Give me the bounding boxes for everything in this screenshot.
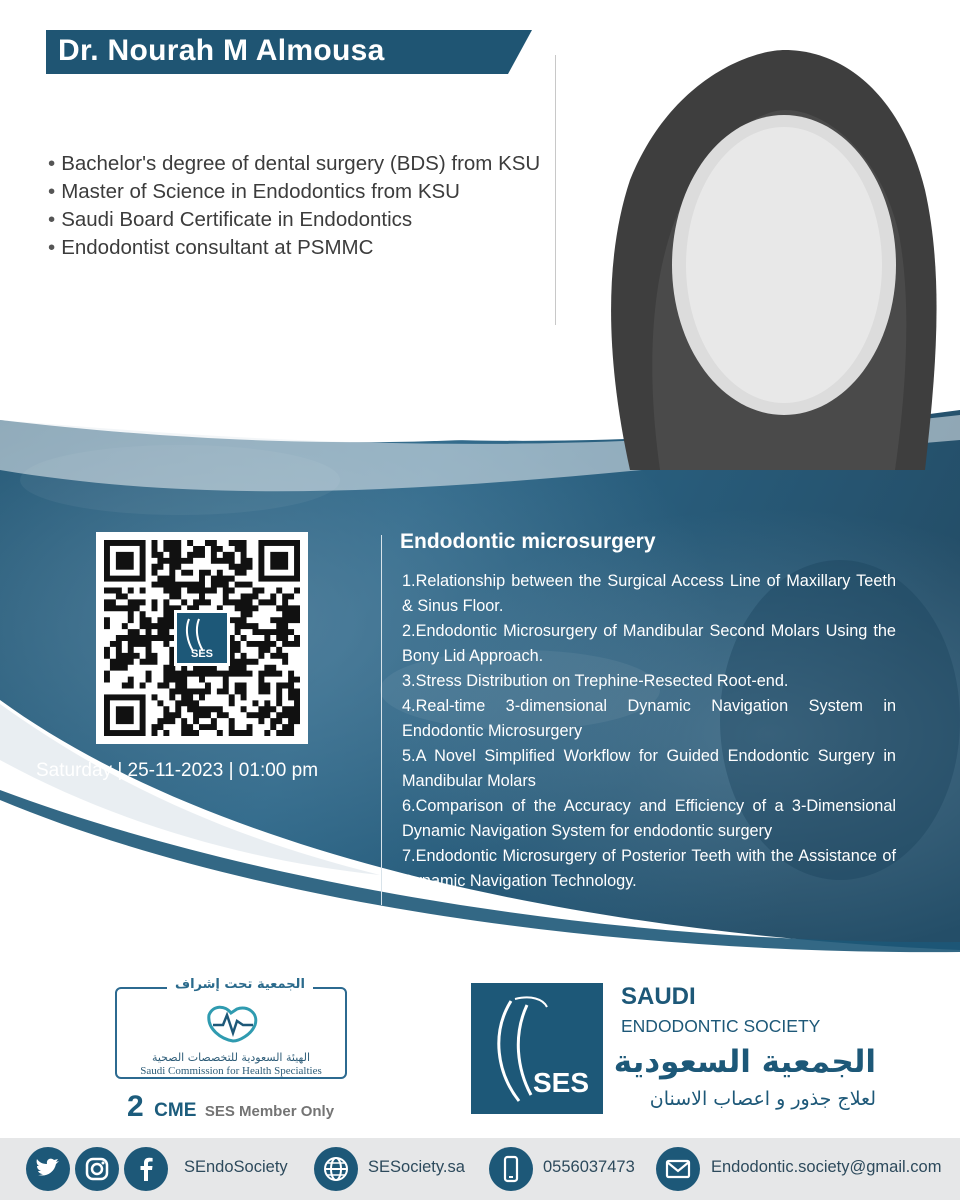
cme-label: CME	[154, 1100, 197, 1121]
topic-item: 6.Comparison of the Accuracy and Efficiency of a 3-Dimensional Dynamic Navigation System for endodontic surgery	[402, 797, 896, 840]
content-divider	[381, 535, 382, 905]
globe-icon[interactable]	[314, 1147, 358, 1191]
qr-badge-label: SES	[190, 648, 213, 660]
contact-footer	[0, 1138, 960, 1200]
credential-item: • Endodontist consultant at PSMMC	[48, 234, 540, 262]
event-date-time: Saturday | 25-11-2023 | 01:00 pm	[36, 760, 319, 781]
qr-finder-marker	[107, 697, 143, 733]
registration-qr-code[interactable]	[96, 532, 308, 744]
scfhs-accreditation	[115, 977, 347, 1079]
ses-logo	[471, 983, 603, 1114]
commission-name-en: Saudi Commission for Health Specialties	[140, 1065, 322, 1077]
topic-item: 2.Endodontic Microsurgery of Mandibular Second Molars Using the Bony Lid Approach.	[402, 622, 896, 665]
topic-item: 5.A Novel Simplified Workflow for Guided Endodontic Surgery in Mandibular Molars	[402, 747, 896, 790]
scfhs-logo-icon	[203, 1001, 263, 1045]
talk-title: Endodontic microsurgery	[400, 530, 656, 553]
credentials-list	[48, 150, 540, 262]
phone-number[interactable]: 0556037473	[543, 1158, 635, 1176]
commission-name-ar: الهيئة السعودية للتخصصات الصحية	[151, 1051, 311, 1064]
qr-finder-marker	[107, 543, 143, 579]
ses-logo-label: SES	[533, 1067, 590, 1098]
topic-item: 7.Endodontic Microsurgery of Posterior Teeth with the Assistance of Dynamic Navigation Technology.	[402, 847, 896, 890]
credential-item: • Master of Science in Endodontics from KSU	[48, 178, 540, 206]
topic-item: 4.Real-time 3-dimensional Dynamic Navigation System in Endodontic Microsurgery	[402, 697, 896, 740]
speaker-name: Dr. Nourah M Almousa	[58, 34, 385, 67]
cme-note: SES Member Only	[204, 1103, 335, 1120]
society-name-en-2: ENDODONTIC SOCIETY	[621, 1016, 821, 1036]
mail-icon[interactable]	[656, 1147, 700, 1191]
facebook-icon[interactable]	[124, 1147, 168, 1191]
speaker-name-banner	[46, 30, 532, 74]
topic-item: 3.Stress Distribution on Trephine-Resected Root-end.	[402, 672, 789, 690]
credential-item: • Saudi Board Certificate in Endodontics	[48, 206, 540, 234]
instagram-icon[interactable]	[75, 1147, 119, 1191]
topic-item: 1.Relationship between the Surgical Access Line of Maxillary Teeth & Sinus Floor.	[402, 572, 896, 615]
twitter-icon[interactable]	[26, 1147, 70, 1191]
header-divider	[555, 55, 556, 325]
phone-icon[interactable]	[489, 1147, 533, 1191]
cme-credits	[127, 1090, 334, 1124]
email-address[interactable]: Endodontic.society@gmail.com	[711, 1158, 942, 1176]
topics-list	[402, 569, 896, 894]
cme-number: 2	[127, 1090, 144, 1123]
society-name-en-1: SAUDI	[621, 983, 696, 1010]
qr-ses-badge	[174, 610, 230, 666]
social-handle[interactable]: SEndoSociety	[184, 1158, 288, 1176]
credential-item: • Bachelor's degree of dental surgery (BDS) from KSU	[48, 150, 540, 178]
supervision-label: الجمعية تحت إشراف	[167, 977, 313, 992]
website-link[interactable]: SESociety.sa	[368, 1158, 465, 1176]
speaker-silhouette	[600, 50, 940, 470]
society-name-ar-1: الجمعية السعودية	[613, 1044, 876, 1080]
qr-finder-marker	[261, 543, 297, 579]
society-name-ar-2: لعلاج جذور و اعصاب الاسنان	[649, 1088, 876, 1110]
